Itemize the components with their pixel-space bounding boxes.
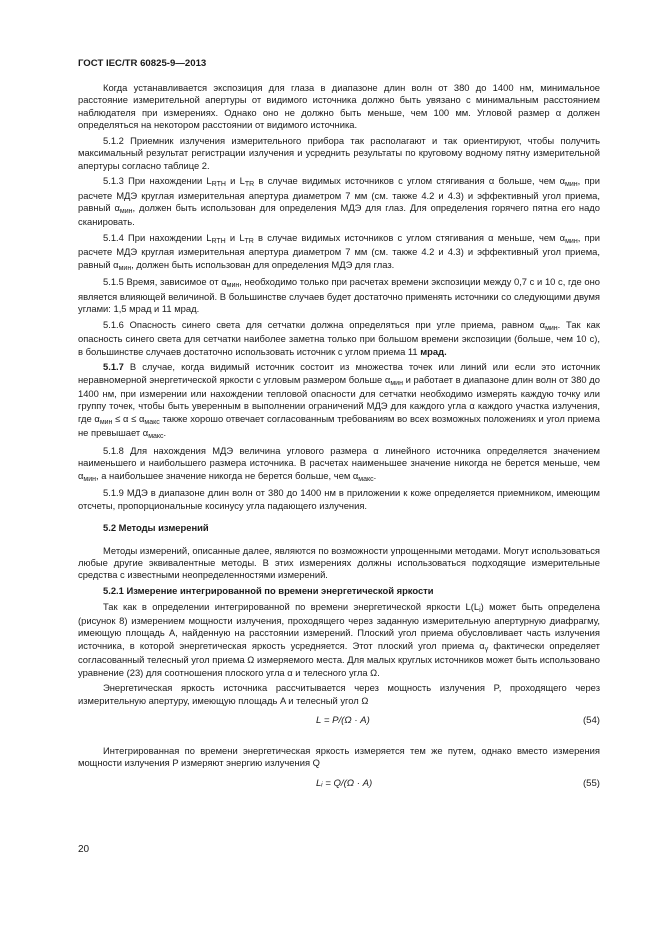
text-run: также хорошо отвечает согласованным требованиям во всех возможных положениях и угол приема не превышает α <box>78 412 600 439</box>
paragraph-5-2-text: Методы измерений, описанные далее, являются по возможности упрощенными методами. Могут использоваться любые другие эквивалентные методы. В этих измерениях должны использоваться подходящие измерительные средства с известными неопределенностями измерений. <box>78 544 600 581</box>
subscript: мин <box>565 238 578 246</box>
paragraph-5-1-4 <box>78 232 600 273</box>
subscript: RTH <box>211 181 226 189</box>
section-heading-5-2: 5.2 Методы измерений <box>103 522 209 534</box>
paragraph-5-1-5 <box>78 276 600 315</box>
subscript: TR <box>244 238 254 246</box>
subscript: мин <box>99 418 113 426</box>
text-run: . <box>373 469 377 481</box>
equation-number: (54) <box>582 714 600 726</box>
text-run: В случае, когда видимый источник состоит из множества точек или линий или если это источник неравномерной энергетической яркости с угловым размером больше α <box>78 361 600 385</box>
subscript: мин <box>83 475 97 483</box>
text-run: в случае видимых источников с углом стягивания α больше, чем α <box>254 175 566 187</box>
subscript: макс <box>144 418 160 426</box>
subscript: мин <box>226 282 240 290</box>
paragraph-5-1-9: 5.1.9 МДЭ в диапазоне длин волн от 380 до 1400 нм в приложении к коже определяется приемником, имеющим отсчеты, пропорциональные косинусу угла падающего излучения. <box>78 487 600 511</box>
subscript: мин <box>545 324 558 332</box>
paragraph-5-2-1 <box>78 601 600 679</box>
paragraph-5-1-2: 5.1.2 Приемник излучения измерительного прибора так располагают и так ориентируют, чтобы получить максимальный результат регистрации излучения и усреднить результаты по круговому водному пятну измерительной апертуры согласно таблице 2. <box>78 134 600 171</box>
subscript: мин <box>390 379 403 387</box>
section-heading-5-2-1: 5.2.1 Измерение интегрированной по времени энергетической яркости <box>103 584 434 596</box>
text-run: 5.1.8 Для нахождения МДЭ величина углового размера α линейного источника определяется значением наименьшего и наибольшего размера источника. В расчетах наименьшее значение никогда не берется меньше, чем α <box>78 444 600 481</box>
equation-formula: Lᵢ = Q/(Ω · A) <box>316 777 373 789</box>
text-run: , при расчете МДЭ круглая измерительная апертура диаметром 7 мм (см. также 4.2 и 4.3) и эффективный угол приема, равный α <box>78 232 600 270</box>
text-run: и работает в диапазоне длин волн от 380 до 1400 нм, при измерении или нахождении тепловой опасности для сетчатки необходимо измерять каждую точку или группу точек, чтобы быть уверенным в выполнении ограничений МДЭ для каждого угла α каждого участка излучения, где α <box>78 373 600 424</box>
text-run: и L <box>225 175 245 187</box>
text-run: ) может быть определена (рисунок 8) измерением мощности излучения, проходящего через заданную измерительную апертурную диафрагму, имеющую площадь A, найденную на расстоянии измерений. Плоский угол приема обусловливает часть излучения источника, в которой энергетическая яркость усредняется. Этот плоский угол приема α <box>78 600 601 651</box>
subscript: RTH <box>211 238 226 246</box>
equation-54 <box>78 711 600 735</box>
text-run: , должен быть использован для определения МДЭ для глаз. Для определения горячего пятна его надо сканировать. <box>78 202 600 228</box>
subscript: мин <box>118 264 132 272</box>
text-run: Так как в определении интегрированной по времени энергетической яркости L(L <box>103 600 480 612</box>
equation-formula: L = P/(Ω · A) <box>316 714 370 726</box>
subscript: макс <box>358 475 374 483</box>
text-run: в случае видимых источников с углом стягивания α меньше, чем α <box>253 232 566 244</box>
page-number: 20 <box>78 844 90 855</box>
text-run: , при расчете МДЭ круглая измерительная апертура диаметром 7 мм (см. также 4.2 и 4.3) и эффективный угол приема, равный α <box>78 175 600 214</box>
clause-number: 5.1.7 <box>103 361 124 373</box>
paragraph-energy: Энергетическая яркость источника рассчитывается через мощность излучения P, проходящего через измерительную апертуру, имеющую площадь A и телесный угол Ω <box>78 682 600 706</box>
subscript: TR <box>244 181 255 189</box>
equation-55 <box>78 774 600 798</box>
paragraph-5-1-3 <box>78 175 600 229</box>
text-run: , а наибольшее значение никогда не берется больше, чем α <box>96 469 359 481</box>
text-run: 5.1.6 Опасность синего света для сетчатки должна определяться при угле приема, равном α <box>103 318 546 330</box>
text-run: . Так как опасность синего света для сетчатки наиболее заметна только при большом времени экспозиции (больше, чем 10 с), в большинстве случаев достаточно использовать источник с углом приема 11 <box>78 318 601 357</box>
text-run: ≤ α ≤ α <box>112 412 145 424</box>
paragraph-5-1-7 <box>78 361 600 441</box>
text-run: и L <box>225 232 245 244</box>
text-run: . <box>163 427 167 439</box>
paragraph-integrated: Интегрированная по времени энергетическая яркость измеряется тем же путем, однако вместо измерения мощности излучения P измеряют энергию излучения Q <box>78 744 600 769</box>
paragraph-intro: Когда устанавливается экспозиция для глаза в диапазоне длин волн от 380 до 1400 нм, минимальное расстояние измерительной апертуры от видимого источника должно быть увязано с минимальным расстоянием наблюдателя при измерениях. Однако оно не должно быть меньше, чем 100 мм. Угловой размер α должен определяться на некотором расстоянии от видимого источника. <box>78 82 600 131</box>
equation-number: (55) <box>582 777 600 789</box>
document-body <box>78 82 600 808</box>
paragraph-5-1-6 <box>78 319 600 358</box>
subscript: i <box>479 606 481 614</box>
text-run: 5.1.4 При нахождении L <box>103 232 212 244</box>
subscript: мин <box>119 208 133 216</box>
text-run: , должен быть использован для определения МДЭ для глаз. <box>131 258 395 270</box>
paragraph-5-1-8 <box>78 445 600 484</box>
text-run: 5.1.3 При нахождении L <box>103 175 212 187</box>
text-run: фактически определяет согласованный телесный угол приема Ω измеряемого места. Для малых круглых источников может быть использовано уравнение (23) для соотношения плоского угла α и телесного угла Ω. <box>78 639 600 678</box>
subscript: макс <box>148 433 164 441</box>
document-header: ГОСТ IEC/TR 60825-9—2013 <box>78 58 207 69</box>
subscript: γ <box>484 645 489 653</box>
text-run-bold: мрад. <box>420 345 447 357</box>
text-run: , необходимо только при расчетах времени экспозиции между 0,7 с и 10 с, где оно является влияющей величиной. В большинстве случаев будет достаточно применять источники со следующими двумя углами: 1,5 мрад и 11 мрад. <box>78 276 600 315</box>
text-run: 5.1.5 Время, зависимое от α <box>103 276 227 288</box>
subscript: мин <box>565 181 578 189</box>
